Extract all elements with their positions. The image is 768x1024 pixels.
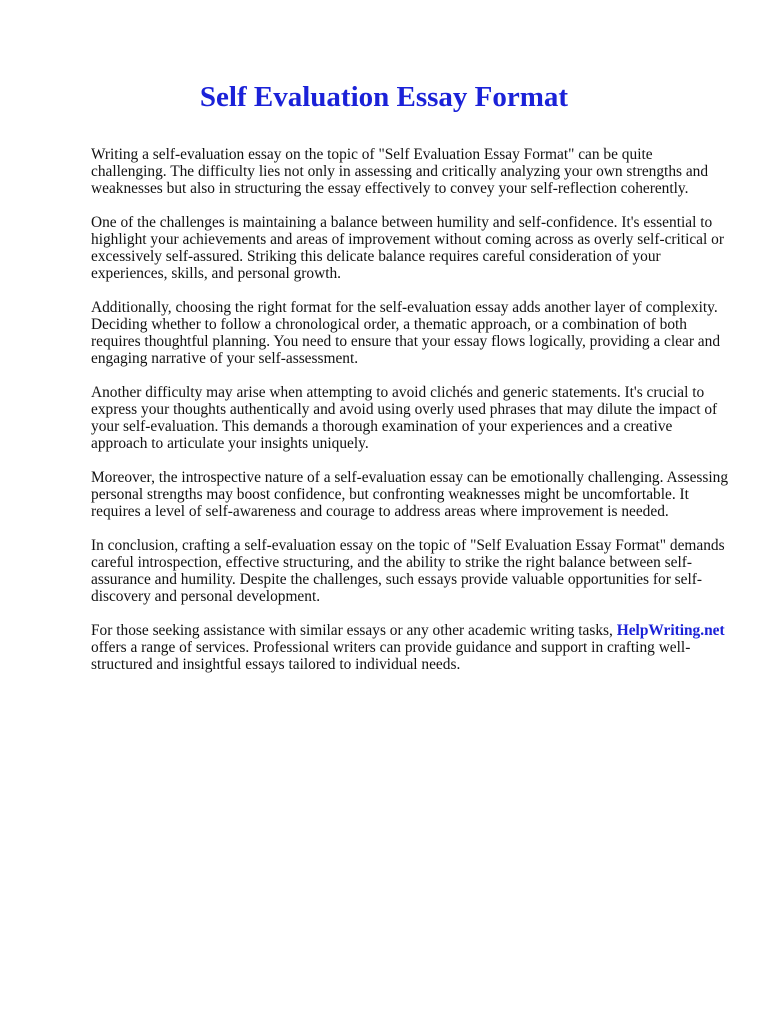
paragraph-3: Additionally, choosing the right format for the self-evaluation essay adds another layer of complexity. Deciding whether to follow a chronological order, a thematic approach, or a combination of both requires thoughtful planning. You need to ensure that your essay flows logically, providing a clear and engaging narrative of your self-assessment. — [91, 299, 721, 367]
paragraph-2: One of the challenges is maintaining a balance between humility and self-confidence. It's essential to highlight your achievements and areas of improvement without coming across as overly self-critical or excessively self-assured. Striking this delicate balance requires careful consideration of your experiences, skills, and personal growth. — [91, 214, 724, 282]
paragraph-4: Another difficulty may arise when attempting to avoid clichés and generic statements. It's crucial to express your thoughts authentically and avoid using overly used phrases that may dilute the impact of your self-evaluation. This demands a thorough examination of your experiences and a creative approach to articulate your insights uniquely. — [91, 384, 718, 452]
paragraph-closing — [91, 622, 731, 673]
paragraph-6: In conclusion, crafting a self-evaluation essay on the topic of "Self Evaluation Essay Format" demands careful introspection, effective structuring, and the ability to strike the right balance between self-assurance and humility. Despite the challenges, such essays provide valuable opportunities for self-discovery and personal development. — [91, 537, 725, 605]
paragraph-1: Writing a self-evaluation essay on the topic of "Self Evaluation Essay Format" can be quite challenging. The difficulty lies not only in assessing and critically analyzing your own strengths and weaknesses but also in structuring the essay effectively to convey your self-reflection coherently. — [91, 146, 709, 197]
helpwriting-link[interactable]: HelpWriting.net — [616, 622, 725, 639]
document-body — [91, 146, 731, 690]
closing-text-after-link: offers a range of services. Professional writers can provide guidance and support in crafting well-structured and insightful essays tailored to individual needs. — [91, 639, 691, 673]
paragraph-5: Moreover, the introspective nature of a self-evaluation essay can be emotionally challenging. Assessing personal strengths may boost confidence, but confronting weaknesses might be uncomfortable. It requires a level of self-awareness and courage to address areas where improvement is needed. — [91, 469, 729, 520]
page-title: Self Evaluation Essay Format — [199, 81, 569, 113]
closing-text-before-link: For those seeking assistance with similar essays or any other academic writing tasks, — [91, 622, 617, 639]
